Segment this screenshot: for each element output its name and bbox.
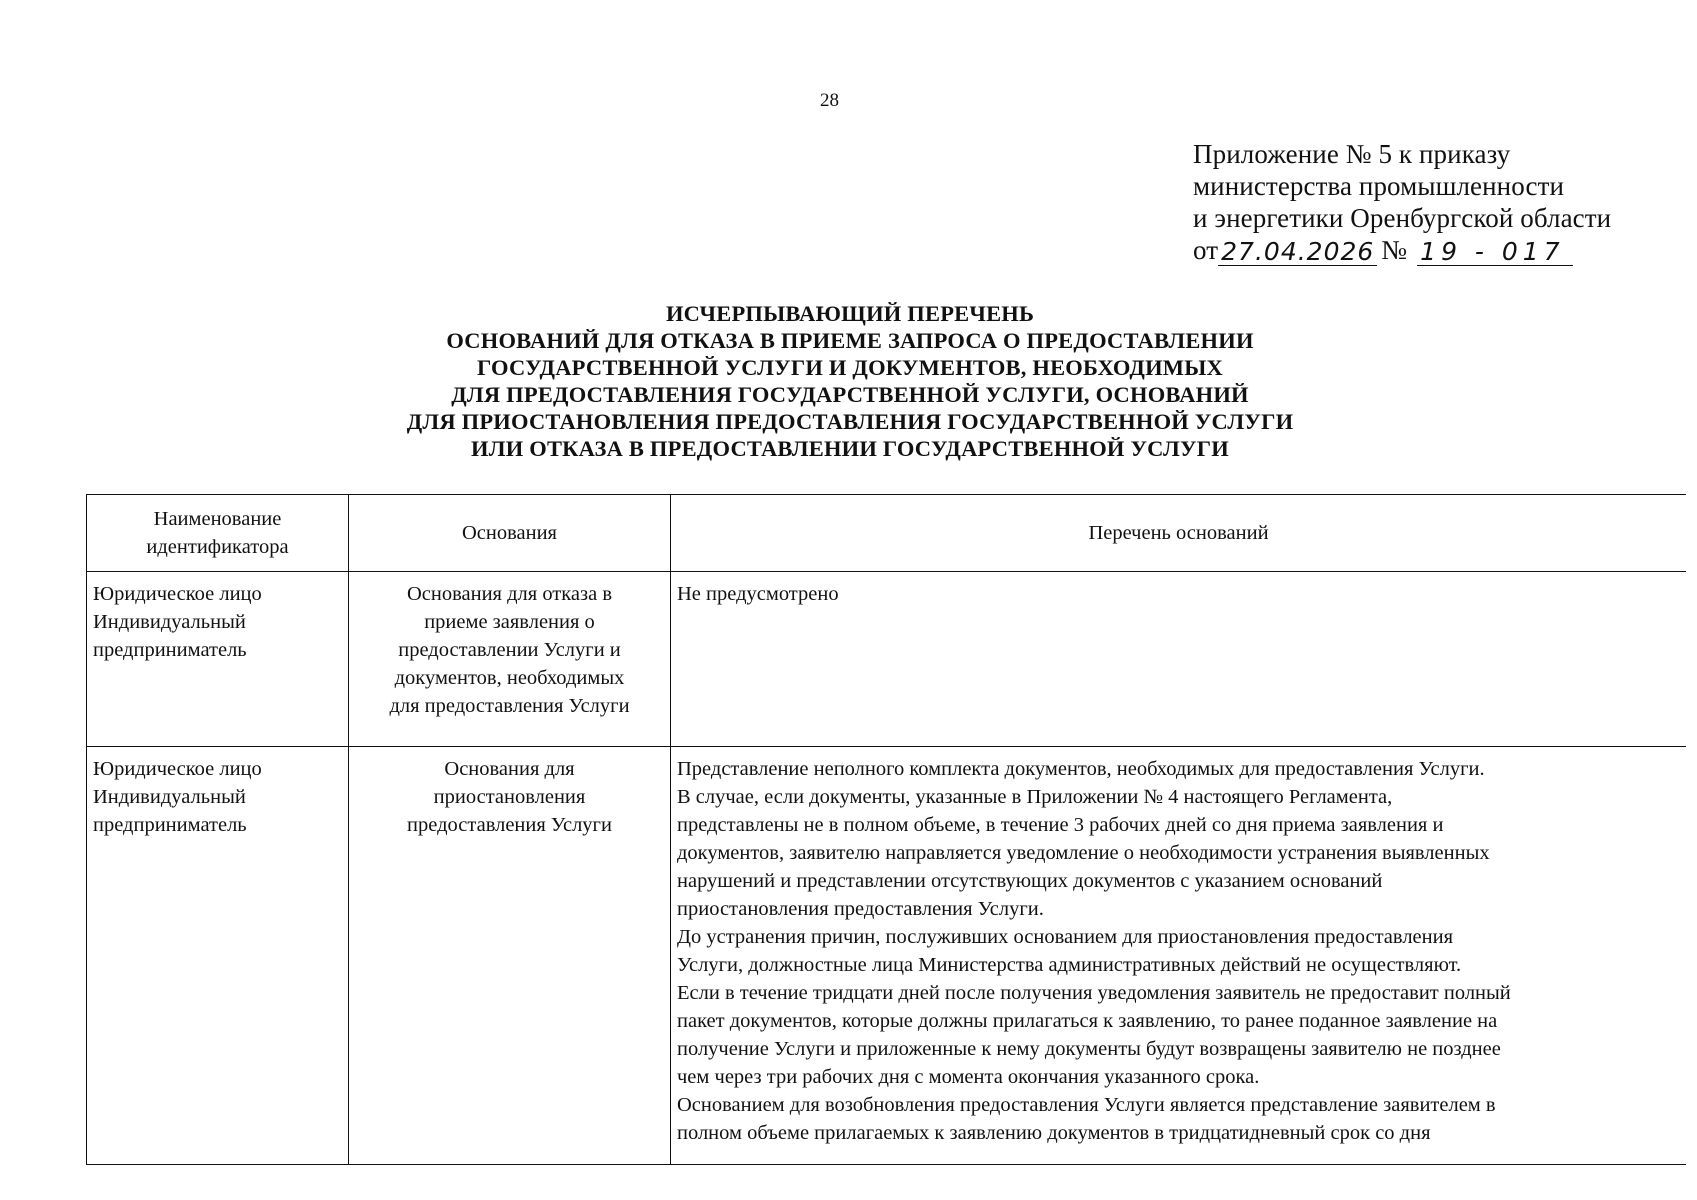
grounds-table xyxy=(86,494,1686,1165)
header-identifier xyxy=(87,495,349,572)
row-2-list-line: приостановления предоставления Услуги. xyxy=(677,898,1044,920)
appendix-line-1: Приложение № 5 к приказу xyxy=(1193,139,1511,169)
header-list: Перечень оснований xyxy=(671,495,1687,572)
row-1-basis-line: документов, необходимых xyxy=(394,667,625,689)
appendix-line-3: и энергетики Оренбургской области xyxy=(1193,203,1612,233)
header-identifier-line-1: Наименование xyxy=(153,508,282,530)
row-1-id-line: Индивидуальный xyxy=(93,611,246,633)
row-2-list-line: Представление неполного комплекта документов, необходимых для предоставления Услуги. xyxy=(677,758,1485,780)
row-2-list-line: документов, заявителю направляется уведомление о необходимости устранения выявленных xyxy=(677,842,1490,864)
row-2-list-line: Услуги, должностные лица Министерства административных действий не осуществляют. xyxy=(677,954,1462,976)
row-1-id-line: Юридическое лицо xyxy=(93,583,262,605)
title-line-6: ИЛИ ОТКАЗА В ПРЕДОСТАВЛЕНИИ ГОСУДАРСТВЕННОЙ УСЛУГИ xyxy=(471,436,1229,461)
row-2-list-line: представлены не в полном объеме, в течение 3 рабочих дней со дня приема заявления и xyxy=(677,814,1444,836)
row-2-identifier xyxy=(87,747,349,1165)
row-2-list-line: Если в течение тридцати дней после получения уведомления заявитель не предоставит полный xyxy=(677,982,1511,1004)
title-line-5: ДЛЯ ПРИОСТАНОВЛЕНИЯ ПРЕДОСТАВЛЕНИЯ ГОСУДАРСТВЕННОЙ УСЛУГИ xyxy=(406,409,1294,434)
row-1-basis-line: приеме заявления о xyxy=(424,611,595,633)
header-basis: Основания xyxy=(349,495,671,572)
appendix-line-2: министерства промышленности xyxy=(1193,171,1565,201)
header-identifier-line-2: идентификатора xyxy=(146,536,289,558)
row-1-basis xyxy=(349,572,671,747)
document-title xyxy=(320,300,1380,462)
title-line-4: ДЛЯ ПРЕДОСТАВЛЕНИЯ ГОСУДАРСТВЕННОЙ УСЛУГИ, ОСНОВАНИЙ xyxy=(451,382,1249,407)
appendix-header xyxy=(1193,138,1611,266)
row-2-basis xyxy=(349,747,671,1165)
table-header-row xyxy=(87,495,1687,572)
handwritten-number: 19 - 017 xyxy=(1417,239,1573,266)
table-row xyxy=(87,747,1687,1165)
row-1-list xyxy=(671,572,1687,747)
row-2-list-line: пакет документов, которые должны прилагаться к заявлению, то ранее поданное заявление на xyxy=(677,1010,1498,1032)
appendix-date-line xyxy=(1193,234,1611,266)
row-1-id-line: предприниматель xyxy=(93,639,247,661)
page-number: 28 xyxy=(820,90,839,111)
row-2-id-line: Юридическое лицо xyxy=(93,758,262,780)
table-row xyxy=(87,572,1687,747)
date-prefix: от xyxy=(1193,235,1219,265)
title-line-3: ГОСУДАРСТВЕННОЙ УСЛУГИ И ДОКУМЕНТОВ, НЕОБХОДИМЫХ xyxy=(477,355,1223,380)
row-2-basis-line: приостановления xyxy=(433,786,586,808)
row-2-list-line: нарушений и представлении отсутствующих документов с указанием оснований xyxy=(677,870,1383,892)
row-2-list-line: получение Услуги и приложенные к нему документы будут возвращены заявителю не позднее xyxy=(677,1038,1501,1060)
row-2-list-line: До устранения причин, послуживших основанием для приостановления предоставления xyxy=(677,926,1454,948)
row-2-basis-line: предоставления Услуги xyxy=(407,814,612,836)
row-2-list-line: В случае, если документы, указанные в Приложении № 4 настоящего Регламента, xyxy=(677,786,1393,808)
row-1-identifier xyxy=(87,572,349,747)
row-1-basis-line: предоставлении Услуги и xyxy=(398,639,621,661)
title-line-1: ИСЧЕРПЫВАЮЩИЙ ПЕРЕЧЕНЬ xyxy=(665,301,1035,326)
row-2-basis-line: Основания для xyxy=(444,758,575,780)
row-2-list-line: Основанием для возобновления предоставления Услуги является представление заявителем в xyxy=(677,1094,1496,1116)
title-line-2: ОСНОВАНИЙ ДЛЯ ОТКАЗА В ПРИЕМЕ ЗАПРОСА О ПРЕДОСТАВЛЕНИИ xyxy=(446,328,1254,353)
row-2-list xyxy=(671,747,1687,1165)
row-2-list-line: чем через три рабочих дня с момента окончания указанного срока. xyxy=(677,1066,1260,1088)
row-1-list-line: Не предусмотрено xyxy=(677,583,839,605)
row-2-id-line: Индивидуальный xyxy=(93,786,246,808)
number-sign: № xyxy=(1381,235,1408,265)
row-2-list-line: полном объеме прилагаемых к заявлению документов в тридцатидневный срок со дня xyxy=(677,1122,1431,1144)
row-1-basis-line: Основания для отказа в xyxy=(406,583,613,605)
row-1-basis-line: для предоставления Услуги xyxy=(389,695,630,717)
row-2-id-line: предприниматель xyxy=(93,814,247,836)
handwritten-date: 27.04.2026 xyxy=(1218,239,1377,266)
